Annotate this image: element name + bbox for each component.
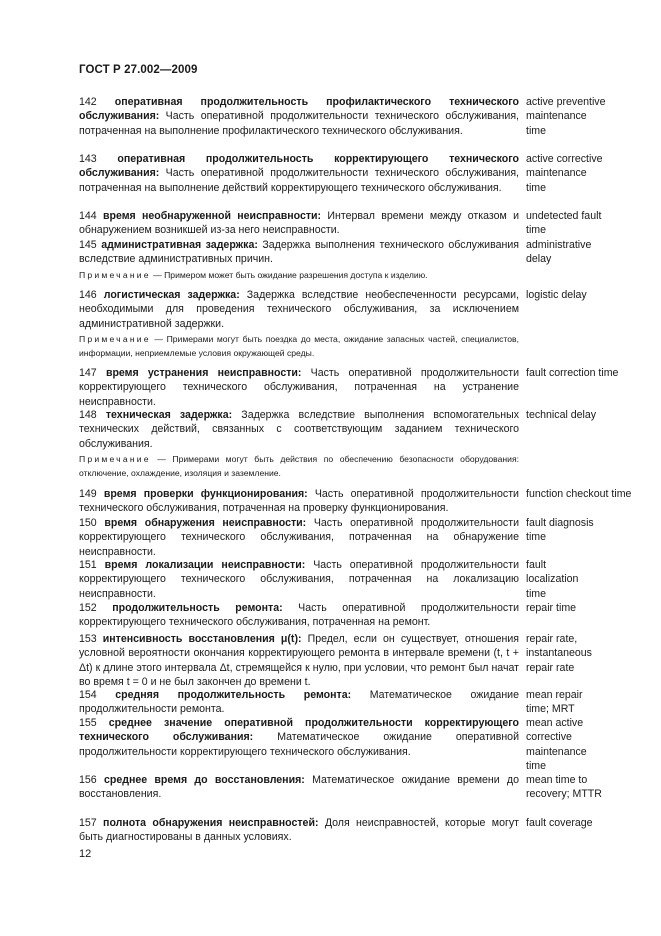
english-term-147: fault correction time <box>526 367 619 379</box>
term-entry-143: 143 оперативная продолжительность корректирующего технического обслуживания: Часть оперативной продолжительности технического обслуживания, потраченная на выполнение действий корректирующего технического обслуживания. <box>79 153 519 194</box>
english-term-146: logistic delay <box>526 289 587 301</box>
english-term-156: mean time to recovery; MTTR <box>526 774 602 801</box>
english-term-145: administrative delay <box>526 239 592 266</box>
term-entry-149: 149 время проверки функционирования: Часть оперативной продолжительности технического обслуживания, потраченная на проверку функционирования. <box>79 488 519 515</box>
term-entry-151: 151 время локализации неисправности: Часть оперативной продолжительности корректирующего технического обслуживания, потраченная на локализацию неисправности. <box>79 559 520 600</box>
english-term-149: function checkout time <box>526 488 632 500</box>
english-term-157: fault coverage <box>526 817 593 829</box>
note-146: Примечание — Примерами могут быть поездка до места, ожидание запасных частей, специалистов, информации, неприемлемые условия окружающей среды. <box>79 334 519 358</box>
document-header: ГОСТ Р 27.002—2009 <box>79 64 198 76</box>
page-number: 12 <box>79 848 92 860</box>
english-term-151: fault localization time <box>526 559 579 600</box>
english-term-154: mean repair time; MRT <box>526 689 583 716</box>
english-term-152: repair time <box>526 602 577 614</box>
term-entry-145: 145 административная задержка: Задержка выполнения технического обслуживания вследствие административных причин. <box>79 239 519 266</box>
english-term-148: technical delay <box>526 409 597 421</box>
term-entry-147: 147 время устранения неисправности: Часть оперативной продолжительности корректирующего технического обслуживания, потраченная на устранение неисправности. <box>79 367 519 408</box>
term-entry-150: 150 время обнаружения неисправности: Часть оперативной продолжительности корректирующего технического обслуживания, потраченная на обнаружение неисправности. <box>79 517 519 558</box>
english-term-142: active preventive maintenance time <box>526 96 606 137</box>
note-145: Примечание — Примером может быть ожидание разрешения доступа к изделию. <box>79 270 428 280</box>
term-entry-146: 146 логистическая задержка: Задержка вследствие необеспеченности ресурсами, необходимыми для проведения технического обслуживания, за исключением административной задержки. <box>79 289 520 330</box>
term-entry-157: 157 полнота обнаружения неисправностей: Доля неисправностей, которые могут быть диагностированы в данных условиях. <box>79 817 519 844</box>
english-term-153: repair rate, instantaneous repair rate <box>526 633 592 674</box>
english-term-150: fault diagnosis time <box>526 517 594 544</box>
note-148: Примечание — Примерами могут быть действия по обеспечению безопасности оборудования: отключение, охлаждение, изоляция и заземление. <box>79 454 519 478</box>
english-term-144: undetected fault time <box>526 210 602 237</box>
term-entry-156: 156 среднее время до восстановления: Математическое ожидание времени до восстановления. <box>79 774 519 801</box>
english-term-155: mean active corrective maintenance time <box>526 717 587 772</box>
term-entry-153: 153 интенсивность восстановления μ(t): Предел, если он существует, отношения условной вероятности окончания корректирующего ремонта в интервале времени (t, t + Δt) к длине этого интервала Δt, стремящейся к нулю, при условии, что ремонт был начат во время t = 0 и не был закончен до времени t. <box>79 633 520 688</box>
term-entry-142: 142 оперативная продолжительность профилактического технического обслуживания: Часть оперативной продолжительности технического обслуживания, потраченная на выполнение профилактического технического обслуживания. <box>79 96 519 137</box>
term-entry-152: 152 продолжительность ремонта: Часть оперативной продолжительности корректирующего технического обслуживания, потраченная на ремонт. <box>79 602 519 629</box>
term-entry-154: 154 средняя продолжительность ремонта: Математическое ожидание продолжительности ремонта. <box>79 689 519 716</box>
term-entry-148: 148 техническая задержка: Задержка вследствие выполнения вспомогательных технических действий, связанных с соответствующим заданием технического обслуживания. <box>79 409 519 450</box>
term-entry-144: 144 время необнаруженной неисправности: Интервал времени между отказом и обнаружением возникшей из-за него неисправности. <box>79 210 519 237</box>
term-entry-155: 155 среднее значение оперативной продолжительности корректирующего технического обслуживания: Математическое ожидание оперативной продолжительности корректирующего технического обслуживания. <box>79 717 519 758</box>
english-term-143: active corrective maintenance time <box>526 153 603 194</box>
